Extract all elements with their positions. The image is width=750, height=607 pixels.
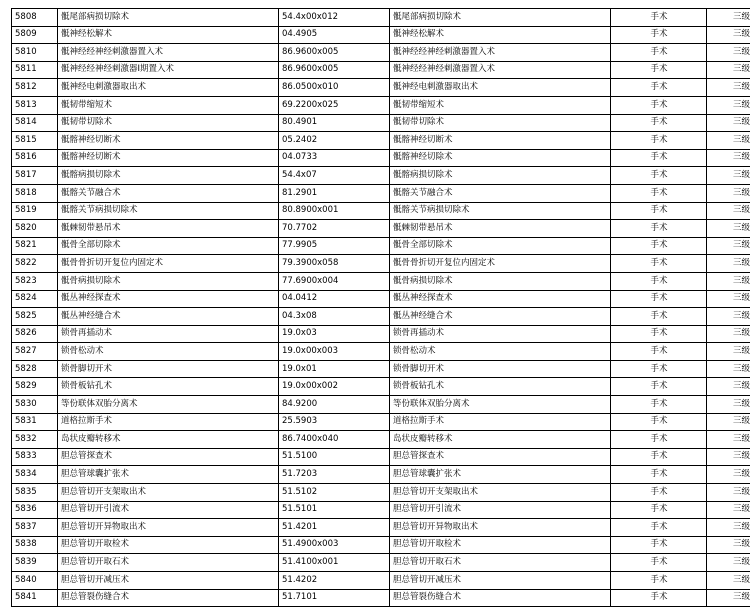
row-procedure-name: 骶尾部病损切除术 [58,9,279,27]
table-row [12,519,750,537]
row-level: 三级 [707,413,750,431]
table-row [12,290,750,308]
row-procedure-name-alt: 胆总管球囊扩张术 [390,466,611,484]
row-icd-code: 54.4x07 [279,167,390,185]
row-icd-code: 19.0x03 [279,325,390,343]
row-level: 三级 [707,184,750,202]
row-procedure-name-alt: 道格拉斯手术 [390,413,611,431]
row-procedure-name-alt: 骶韧带缩短术 [390,96,611,114]
row-level: 三级 [707,572,750,590]
row-icd-code: 70.7702 [279,220,390,238]
row-category: 手术 [611,308,707,326]
row-level: 三级 [707,448,750,466]
row-icd-code: 19.0x01 [279,360,390,378]
row-procedure-name-alt: 胆总管切开取检术 [390,536,611,554]
row-level: 三级 [707,167,750,185]
row-category: 手术 [611,26,707,44]
row-icd-code: 51.4201 [279,519,390,537]
row-level: 三级 [707,149,750,167]
row-icd-code: 04.0412 [279,290,390,308]
row-procedure-name-alt: 骶骨骨折切开复位内固定术 [390,255,611,273]
row-serial: 5823 [12,272,58,290]
row-icd-code: 51.7203 [279,466,390,484]
row-category: 手术 [611,272,707,290]
row-level: 三级 [707,272,750,290]
row-serial: 5841 [12,589,58,607]
table-row [12,44,750,62]
row-procedure-name-alt: 锁骨松动术 [390,343,611,361]
table-row [12,96,750,114]
table-row [12,308,750,326]
row-procedure-name-alt: 骶神经经神经刺激器置入术 [390,61,611,79]
row-category: 手术 [611,184,707,202]
row-serial: 5834 [12,466,58,484]
row-level: 三级 [707,237,750,255]
row-procedure-name: 胆总管裂伤缝合术 [58,589,279,607]
row-level: 三级 [707,589,750,607]
row-procedure-name: 骶神经经神经刺激器置入术 [58,44,279,62]
row-procedure-name-alt: 骶髂神经切除术 [390,149,611,167]
row-category: 手术 [611,325,707,343]
table-row [12,378,750,396]
row-icd-code: 25.5903 [279,413,390,431]
row-level: 三级 [707,96,750,114]
row-serial: 5814 [12,114,58,132]
row-procedure-name: 骶丛神经探查术 [58,290,279,308]
row-category: 手术 [611,202,707,220]
row-level: 三级 [707,554,750,572]
row-procedure-name: 骶神经电刺激器取出术 [58,79,279,97]
table-body [12,9,750,607]
row-icd-code: 51.4202 [279,572,390,590]
row-serial: 5816 [12,149,58,167]
row-procedure-name: 胆总管探查术 [58,448,279,466]
row-serial: 5818 [12,184,58,202]
row-icd-code: 04.4905 [279,26,390,44]
row-serial: 5831 [12,413,58,431]
row-level: 三级 [707,220,750,238]
row-procedure-name-alt: 等份联体双胎分离术 [390,396,611,414]
table-row [12,413,750,431]
row-category: 手术 [611,255,707,273]
row-level: 三级 [707,114,750,132]
row-level: 三级 [707,79,750,97]
row-serial: 5820 [12,220,58,238]
row-icd-code: 19.0x00x002 [279,378,390,396]
table-row [12,572,750,590]
row-icd-code: 04.3x08 [279,308,390,326]
table-row [12,61,750,79]
row-icd-code: 86.7400x040 [279,431,390,449]
row-level: 三级 [707,360,750,378]
row-serial: 5830 [12,396,58,414]
row-category: 手术 [611,79,707,97]
row-level: 三级 [707,501,750,519]
row-procedure-name: 骶棘韧带悬吊术 [58,220,279,238]
row-serial: 5825 [12,308,58,326]
row-procedure-name: 胆总管切开减压术 [58,572,279,590]
row-procedure-name-alt: 骶丛神经探查术 [390,290,611,308]
row-level: 三级 [707,519,750,537]
row-level: 三级 [707,536,750,554]
row-serial: 5840 [12,572,58,590]
table-row [12,431,750,449]
row-level: 三级 [707,378,750,396]
table-row [12,554,750,572]
table-row [12,536,750,554]
row-procedure-name-alt: 骶骨全部切除术 [390,237,611,255]
table-row [12,589,750,607]
row-category: 手术 [611,572,707,590]
row-procedure-name-alt: 骶骨病损切除术 [390,272,611,290]
row-serial: 5836 [12,501,58,519]
row-icd-code: 04.0733 [279,149,390,167]
row-category: 手术 [611,448,707,466]
row-level: 三级 [707,255,750,273]
row-icd-code: 81.2901 [279,184,390,202]
row-procedure-name-alt: 骶神经松解术 [390,26,611,44]
row-procedure-name: 锁骨松动术 [58,343,279,361]
row-category: 手术 [611,9,707,27]
table-row [12,448,750,466]
row-procedure-name: 骶神经经神经刺激器Ⅰ期置入术 [58,61,279,79]
row-procedure-name-alt: 骶棘韧带悬吊术 [390,220,611,238]
row-serial: 5824 [12,290,58,308]
procedure-table [11,8,750,607]
row-procedure-name: 岛状皮瓣转移术 [58,431,279,449]
row-serial: 5810 [12,44,58,62]
table-row [12,26,750,44]
row-procedure-name-alt: 胆总管切开减压术 [390,572,611,590]
table-row [12,167,750,185]
row-icd-code: 69.2200x025 [279,96,390,114]
row-icd-code: 86.9600x005 [279,61,390,79]
row-icd-code: 05.2402 [279,132,390,150]
row-procedure-name-alt: 锁骨再插动术 [390,325,611,343]
row-level: 三级 [707,396,750,414]
row-icd-code: 79.3900x058 [279,255,390,273]
row-serial: 5809 [12,26,58,44]
row-category: 手术 [611,360,707,378]
row-serial: 5832 [12,431,58,449]
row-serial: 5837 [12,519,58,537]
row-procedure-name: 胆总管切开引流术 [58,501,279,519]
row-serial: 5821 [12,237,58,255]
row-procedure-name-alt: 骶髂神经切断术 [390,132,611,150]
row-serial: 5835 [12,484,58,502]
table-row [12,220,750,238]
row-category: 手术 [611,290,707,308]
row-icd-code: 19.0x00x003 [279,343,390,361]
table-row [12,184,750,202]
row-icd-code: 51.4100x001 [279,554,390,572]
row-serial: 5838 [12,536,58,554]
row-procedure-name-alt: 骶髂关节融合术 [390,184,611,202]
table-row [12,9,750,27]
row-serial: 5817 [12,167,58,185]
row-icd-code: 80.4901 [279,114,390,132]
row-icd-code: 51.5102 [279,484,390,502]
row-icd-code: 84.9200 [279,396,390,414]
row-category: 手术 [611,378,707,396]
row-procedure-name-alt: 骶髂关节病损切除术 [390,202,611,220]
row-icd-code: 80.8900x001 [279,202,390,220]
row-serial: 5815 [12,132,58,150]
row-category: 手术 [611,44,707,62]
row-level: 三级 [707,132,750,150]
row-level: 三级 [707,308,750,326]
row-procedure-name: 胆总管球囊扩张术 [58,466,279,484]
row-procedure-name: 锁骨再插动术 [58,325,279,343]
row-serial: 5808 [12,9,58,27]
row-icd-code: 51.7101 [279,589,390,607]
row-level: 三级 [707,431,750,449]
row-procedure-name: 骶神经松解术 [58,26,279,44]
row-procedure-name: 骶髂神经切断术 [58,132,279,150]
row-category: 手术 [611,589,707,607]
row-procedure-name-alt: 胆总管切开异物取出术 [390,519,611,537]
row-procedure-name: 骶骨病损切除术 [58,272,279,290]
row-procedure-name-alt: 锁骨脚切开术 [390,360,611,378]
row-procedure-name: 胆总管切开异物取出术 [58,519,279,537]
row-procedure-name: 骶骨全部切除术 [58,237,279,255]
row-serial: 5811 [12,61,58,79]
row-procedure-name-alt: 骶丛神经缝合术 [390,308,611,326]
row-serial: 5812 [12,79,58,97]
row-level: 三级 [707,290,750,308]
row-procedure-name: 道格拉斯手术 [58,413,279,431]
table-row [12,360,750,378]
table-row [12,466,750,484]
row-procedure-name: 锁骨板钻孔术 [58,378,279,396]
row-level: 三级 [707,343,750,361]
row-procedure-name-alt: 锁骨板钻孔术 [390,378,611,396]
row-procedure-name-alt: 胆总管裂伤缝合术 [390,589,611,607]
row-level: 三级 [707,466,750,484]
row-procedure-name-alt: 骶尾部病损切除术 [390,9,611,27]
row-category: 手术 [611,237,707,255]
row-procedure-name: 骶髂关节融合术 [58,184,279,202]
row-category: 手术 [611,149,707,167]
row-icd-code: 77.9905 [279,237,390,255]
row-procedure-name: 胆总管切开支架取出术 [58,484,279,502]
row-category: 手术 [611,114,707,132]
row-serial: 5828 [12,360,58,378]
row-category: 手术 [611,536,707,554]
row-procedure-name: 胆总管切开取检术 [58,536,279,554]
table-row [12,132,750,150]
row-procedure-name: 骶髂关节病损切除术 [58,202,279,220]
row-level: 三级 [707,202,750,220]
row-level: 三级 [707,61,750,79]
row-level: 三级 [707,484,750,502]
table-row [12,255,750,273]
row-procedure-name-alt: 胆总管探查术 [390,448,611,466]
row-serial: 5829 [12,378,58,396]
table-row [12,501,750,519]
row-level: 三级 [707,26,750,44]
row-icd-code: 77.6900x004 [279,272,390,290]
row-serial: 5819 [12,202,58,220]
row-category: 手术 [611,466,707,484]
row-procedure-name: 锁骨脚切开术 [58,360,279,378]
row-category: 手术 [611,484,707,502]
row-procedure-name: 胆总管切开取石术 [58,554,279,572]
row-procedure-name: 骶丛神经缝合术 [58,308,279,326]
row-category: 手术 [611,501,707,519]
row-icd-code: 86.9600x005 [279,44,390,62]
table-row [12,272,750,290]
row-serial: 5827 [12,343,58,361]
row-procedure-name-alt: 骶神经经神经刺激器置入术 [390,44,611,62]
row-procedure-name: 骶髂病损切除术 [58,167,279,185]
row-category: 手术 [611,519,707,537]
row-category: 手术 [611,554,707,572]
row-serial: 5833 [12,448,58,466]
row-category: 手术 [611,413,707,431]
row-category: 手术 [611,396,707,414]
row-serial: 5822 [12,255,58,273]
row-category: 手术 [611,132,707,150]
table-row [12,149,750,167]
table-row [12,79,750,97]
row-procedure-name: 等份联体双胎分离术 [58,396,279,414]
row-icd-code: 51.5101 [279,501,390,519]
row-category: 手术 [611,343,707,361]
row-procedure-name-alt: 骶神经电刺激器取出术 [390,79,611,97]
row-procedure-name: 骶韧带切除术 [58,114,279,132]
row-procedure-name-alt: 胆总管切开取石术 [390,554,611,572]
row-serial: 5839 [12,554,58,572]
row-level: 三级 [707,9,750,27]
row-category: 手术 [611,96,707,114]
row-procedure-name-alt: 骶髂病损切除术 [390,167,611,185]
row-category: 手术 [611,167,707,185]
row-serial: 5826 [12,325,58,343]
row-icd-code: 51.5100 [279,448,390,466]
row-category: 手术 [611,431,707,449]
table-row [12,237,750,255]
row-procedure-name-alt: 骶韧带切除术 [390,114,611,132]
table-row [12,396,750,414]
table-row [12,325,750,343]
row-serial: 5813 [12,96,58,114]
row-category: 手术 [611,220,707,238]
row-level: 三级 [707,44,750,62]
table-row [12,484,750,502]
table-row [12,114,750,132]
row-icd-code: 86.0500x010 [279,79,390,97]
row-level: 三级 [707,325,750,343]
row-category: 手术 [611,61,707,79]
row-procedure-name: 骶髂神经切断术 [58,149,279,167]
table-row [12,343,750,361]
row-procedure-name-alt: 胆总管切开引流术 [390,501,611,519]
row-procedure-name-alt: 胆总管切开支架取出术 [390,484,611,502]
row-icd-code: 51.4900x003 [279,536,390,554]
row-procedure-name: 骶韧带缩短术 [58,96,279,114]
table-row [12,202,750,220]
row-procedure-name-alt: 岛状皮瓣转移术 [390,431,611,449]
row-icd-code: 54.4x00x012 [279,9,390,27]
row-procedure-name: 骶骨骨折切开复位内固定术 [58,255,279,273]
